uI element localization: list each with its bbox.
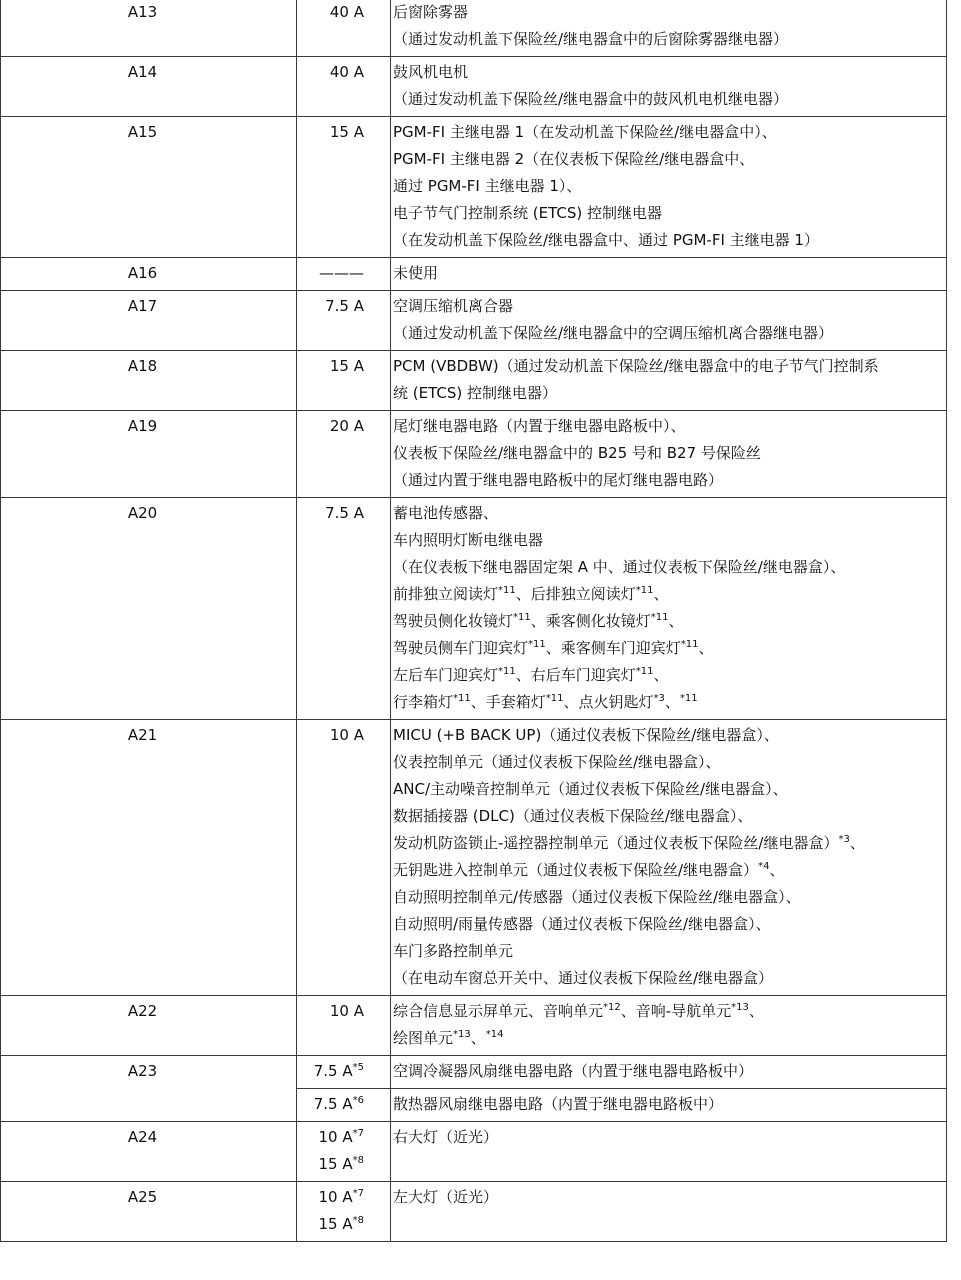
- description-text: 统 (ETCS) 控制继电器）: [393, 384, 557, 402]
- footnote-marker: *11: [545, 693, 564, 704]
- description-text: 空调冷凝器风扇继电器电路（内置于继电器电路板中）: [393, 1062, 754, 1080]
- description-text: 未使用: [393, 264, 439, 282]
- description-text: 仪表板下保险丝/继电器盒中的 B25 号和 B27 号保险丝: [393, 444, 761, 462]
- description-line: [393, 857, 946, 884]
- description-text: PGM-FI 主继电器 1（在发动机盖下保险丝/继电器盒中）、: [393, 123, 777, 141]
- description-line: [393, 59, 946, 86]
- fuse-row-a16: [1, 258, 947, 291]
- description-line: [393, 1025, 946, 1052]
- description-line: [393, 200, 946, 227]
- fuse-description-cell: [391, 411, 947, 498]
- footnote-marker: *11: [528, 639, 546, 650]
- fuse-row-a18: [1, 351, 947, 411]
- description-text: 绘图单元: [393, 1029, 454, 1047]
- footnote-marker: *7: [352, 1128, 364, 1139]
- description-text: MICU (+B BACK UP)（通过仪表板下保险丝/继电器盒）、: [393, 726, 779, 744]
- description-line: [393, 803, 946, 830]
- description-line: [393, 554, 946, 581]
- description-line: [393, 353, 946, 380]
- fuse-amperage: [297, 260, 364, 287]
- description-text: 、: [664, 693, 680, 711]
- footnote-marker: *11: [498, 585, 516, 596]
- fuse-number: A23: [1, 1056, 297, 1122]
- description-text: 、: [668, 612, 684, 630]
- footnote-marker: *13: [453, 1029, 471, 1040]
- description-line: [393, 776, 946, 803]
- description-text: 鼓风机电机: [393, 63, 469, 81]
- description-line: [393, 119, 946, 146]
- description-text: 自动照明/雨量传感器（通过仪表板下保险丝/继电器盒）、: [393, 915, 771, 933]
- footnote-marker: *3: [838, 834, 850, 845]
- footnote-marker: *11: [679, 693, 698, 704]
- description-text: 、手套箱灯: [470, 693, 546, 711]
- fuse-amperage: [297, 1184, 364, 1211]
- amperage-value: 10 A: [318, 1128, 353, 1146]
- description-text: 蓄电池传感器、: [393, 504, 499, 522]
- description-text: 前排独立阅读灯: [393, 585, 499, 603]
- fuse-description-cell: [391, 498, 947, 720]
- fuse-amperage-cell: [297, 1089, 391, 1122]
- footnote-marker: *11: [650, 612, 669, 623]
- description-text: 驾驶员侧车门迎宾灯: [393, 639, 529, 657]
- footnote-marker: *14: [485, 1029, 504, 1040]
- description-text: ANC/主动噪音控制单元（通过仪表板下保险丝/继电器盒）、: [393, 780, 788, 798]
- fuse-amperage-cell: [297, 498, 391, 720]
- fuse-description-cell: [391, 0, 947, 57]
- description-text: 后窗除雾器: [393, 3, 469, 21]
- description-line: [393, 440, 946, 467]
- description-text: （通过发动机盖下保险丝/继电器盒中的鼓风机电机继电器）: [393, 90, 789, 108]
- amperage-value: 10 A: [318, 1188, 353, 1206]
- description-text: （在发动机盖下保险丝/继电器盒中、通过 PGM-FI 主继电器 1）: [393, 231, 819, 249]
- fuse-amperage-cell: [297, 258, 391, 291]
- description-text: 、: [849, 834, 865, 852]
- fuse-row-a13: [1, 0, 947, 57]
- description-line: [393, 320, 946, 347]
- footnote-marker: *6: [352, 1095, 364, 1106]
- description-text: 、: [653, 585, 669, 603]
- fuse-amperage-cell: [297, 0, 391, 57]
- fuse-row-a20: [1, 498, 947, 720]
- description-text: 、乘客侧车门迎宾灯: [545, 639, 681, 657]
- description-text: PCM (VBDBW)（通过发动机盖下保险丝/继电器盒中的电子节气门控制系: [393, 357, 879, 375]
- fuse-amperage: [297, 1091, 364, 1118]
- description-line: [393, 380, 946, 407]
- description-text: 左大灯（近光）: [393, 1188, 499, 1206]
- fuse-description-cell: [391, 117, 947, 258]
- description-line: [393, 500, 946, 527]
- description-text: 、: [769, 861, 785, 879]
- amperage-value: 7.5 A: [313, 1062, 353, 1080]
- fuse-amperage: [297, 500, 364, 527]
- description-text: （通过发动机盖下保险丝/继电器盒中的后窗除雾器继电器）: [393, 30, 789, 48]
- fuse-number: A20: [1, 498, 297, 720]
- fuse-description-cell: [391, 258, 947, 291]
- description-text: 车内照明灯断电继电器: [393, 531, 544, 549]
- description-line: [393, 0, 946, 26]
- description-line: [393, 749, 946, 776]
- description-line: [393, 260, 946, 287]
- fuse-amperage: [297, 1124, 364, 1151]
- fuse-row-a15: [1, 117, 947, 258]
- fuse-amperage: [297, 293, 364, 320]
- description-line: [393, 608, 946, 635]
- fuse-row-a17: [1, 291, 947, 351]
- description-text: （通过内置于继电器电路板中的尾灯继电器电路）: [393, 471, 724, 489]
- description-text: 行李箱灯: [393, 693, 454, 711]
- description-text: 、: [470, 1029, 486, 1047]
- description-line: [393, 911, 946, 938]
- fuse-description-cell: [391, 351, 947, 411]
- description-text: 驾驶员侧化妆镜灯: [393, 612, 514, 630]
- fuse-amperage: [297, 1211, 364, 1238]
- fuse-amperage-cell: [297, 1056, 391, 1089]
- fuse-amperage-cell: [297, 57, 391, 117]
- description-text: 仪表控制单元（通过仪表板下保险丝/继电器盒）、: [393, 753, 721, 771]
- fuse-number: A24: [1, 1122, 297, 1182]
- fuse-description-cell: [391, 1089, 947, 1122]
- footnote-marker: *8: [352, 1155, 364, 1166]
- description-text: 右大灯（近光）: [393, 1128, 499, 1146]
- amperage-value: 15 A: [318, 1215, 353, 1233]
- footnote-marker: *3: [653, 693, 665, 704]
- description-text: 、: [748, 1002, 764, 1020]
- fuse-row-a19: [1, 411, 947, 498]
- description-text: 、音响-导航单元: [620, 1002, 732, 1020]
- description-line: [393, 1091, 946, 1118]
- fuse-description-cell: [391, 720, 947, 996]
- fuse-amperage-cell: [297, 291, 391, 351]
- amperage-value: 20 A: [329, 417, 364, 435]
- fuse-number: A18: [1, 351, 297, 411]
- fuse-number: A14: [1, 57, 297, 117]
- amperage-value: 7.5 A: [313, 1095, 353, 1113]
- footnote-marker: *11: [635, 666, 654, 677]
- description-line: [393, 26, 946, 53]
- description-line: [393, 227, 946, 254]
- description-text: 无钥匙进入控制单元（通过仪表板下保险丝/继电器盒）: [393, 861, 759, 879]
- amperage-value: 10 A: [329, 1002, 364, 1020]
- description-line: [393, 86, 946, 113]
- description-text: 电子节气门控制系统 (ETCS) 控制继电器: [393, 204, 662, 222]
- amperage-value: 40 A: [329, 63, 364, 81]
- fuse-amperage-cell: [297, 996, 391, 1056]
- description-line: [393, 938, 946, 965]
- fuse-amperage: [297, 1151, 364, 1178]
- amperage-value: 15 A: [318, 1155, 353, 1173]
- amperage-value: 7.5 A: [325, 297, 364, 315]
- fuse-number: A15: [1, 117, 297, 258]
- footnote-marker: *11: [498, 666, 516, 677]
- description-text: 、右后车门迎宾灯: [515, 666, 636, 684]
- footnote-marker: *4: [758, 861, 770, 872]
- description-line: [393, 1058, 946, 1085]
- description-line: [393, 722, 946, 749]
- description-line: [393, 1184, 946, 1211]
- description-text: 、: [653, 666, 669, 684]
- fuse-description-cell: [391, 291, 947, 351]
- description-line: [393, 146, 946, 173]
- footnote-marker: *11: [680, 639, 699, 650]
- fuse-amperage: [297, 0, 364, 26]
- footnote-marker: *5: [352, 1062, 364, 1073]
- fuse-number: A16: [1, 258, 297, 291]
- fuse-amperage-cell: [297, 720, 391, 996]
- footnote-marker: *11: [453, 693, 471, 704]
- description-line: [393, 635, 946, 662]
- description-line: [393, 884, 946, 911]
- fuse-table-body: [1, 0, 947, 1242]
- amperage-value: 15 A: [329, 123, 364, 141]
- description-line: [393, 413, 946, 440]
- fuse-description-cell: [391, 1056, 947, 1089]
- fuse-number: A19: [1, 411, 297, 498]
- description-line: [393, 293, 946, 320]
- fuse-number: A22: [1, 996, 297, 1056]
- description-text: 尾灯继电器电路（内置于继电器电路板中）、: [393, 417, 686, 435]
- description-text: （在仪表板下继电器固定架 A 中、通过仪表板下保险丝/继电器盒）、: [393, 558, 846, 576]
- fuse-description-cell: [391, 1122, 947, 1182]
- fuse-amperage: [297, 413, 364, 440]
- fuse-number: A17: [1, 291, 297, 351]
- description-text: （通过发动机盖下保险丝/继电器盒中的空调压缩机离合器继电器）: [393, 324, 834, 342]
- footnote-marker: *12: [603, 1002, 621, 1013]
- fuse-amperage-cell: [297, 351, 391, 411]
- fuse-amperage: [297, 353, 364, 380]
- description-line: [393, 689, 946, 716]
- description-line: [393, 830, 946, 857]
- description-text: 自动照明控制单元/传感器（通过仪表板下保险丝/继电器盒）、: [393, 888, 801, 906]
- fuse-number: A13: [1, 0, 297, 57]
- description-line: [393, 527, 946, 554]
- footnote-marker: *11: [513, 612, 531, 623]
- description-text: PGM-FI 主继电器 2（在仪表板下保险丝/继电器盒中、: [393, 150, 755, 168]
- description-line: [393, 998, 946, 1025]
- footnote-marker: *7: [352, 1188, 364, 1199]
- description-text: 左后车门迎宾灯: [393, 666, 499, 684]
- fuse-row-a21: [1, 720, 947, 996]
- description-text: 综合信息显示屏单元、音响单元: [393, 1002, 604, 1020]
- fuse-amperage-cell: [297, 117, 391, 258]
- description-text: 、乘客侧化妆镜灯: [530, 612, 651, 630]
- fuse-number: A25: [1, 1182, 297, 1242]
- description-text: 空调压缩机离合器: [393, 297, 514, 315]
- fuse-description-cell: [391, 996, 947, 1056]
- description-text: 发动机防盗锁止-遥控器控制单元（通过仪表板下保险丝/继电器盒）: [393, 834, 839, 852]
- fuse-amperage: [297, 59, 364, 86]
- description-text: 、: [698, 639, 714, 657]
- fuse-row-a24: [1, 1122, 947, 1182]
- fuse-row-a23: [1, 1056, 947, 1089]
- footnote-marker: *8: [352, 1215, 364, 1226]
- description-text: 、后排独立阅读灯: [515, 585, 636, 603]
- fuse-row-a22: [1, 996, 947, 1056]
- amperage-value: 15 A: [329, 357, 364, 375]
- fuse-amperage-cell: [297, 1122, 391, 1182]
- description-text: （在电动车窗总开关中、通过仪表板下保险丝/继电器盒）: [393, 969, 774, 987]
- description-text: 散热器风扇继电器电路（内置于继电器电路板中）: [393, 1095, 724, 1113]
- fuse-description-cell: [391, 1182, 947, 1242]
- fuse-amperage-cell: [297, 411, 391, 498]
- footnote-marker: *11: [635, 585, 654, 596]
- fuse-amperage-cell: [297, 1182, 391, 1242]
- description-line: [393, 581, 946, 608]
- amperage-value: 10 A: [329, 726, 364, 744]
- fuse-number: A21: [1, 720, 297, 996]
- fuse-amperage: [297, 998, 364, 1025]
- amperage-value: 7.5 A: [325, 504, 364, 522]
- fuse-amperage: [297, 119, 364, 146]
- description-line: [393, 965, 946, 992]
- description-line: [393, 1124, 946, 1151]
- description-line: [393, 173, 946, 200]
- footnote-marker: *13: [731, 1002, 749, 1013]
- description-text: 数据插接器 (DLC)（通过仪表板下保险丝/继电器盒）、: [393, 807, 753, 825]
- description-text: 、点火钥匙灯: [563, 693, 654, 711]
- description-line: [393, 467, 946, 494]
- fuse-amperage: [297, 722, 364, 749]
- amperage-value: ———: [319, 264, 364, 282]
- description-text: 通过 PGM-FI 主继电器 1）、: [393, 177, 582, 195]
- fuse-amperage: [297, 1058, 364, 1085]
- description-line: [393, 662, 946, 689]
- amperage-value: 40 A: [329, 3, 364, 21]
- description-text: 车门多路控制单元: [393, 942, 514, 960]
- fuse-description-cell: [391, 57, 947, 117]
- fuse-row-a25: [1, 1182, 947, 1242]
- fuse-row-a14: [1, 57, 947, 117]
